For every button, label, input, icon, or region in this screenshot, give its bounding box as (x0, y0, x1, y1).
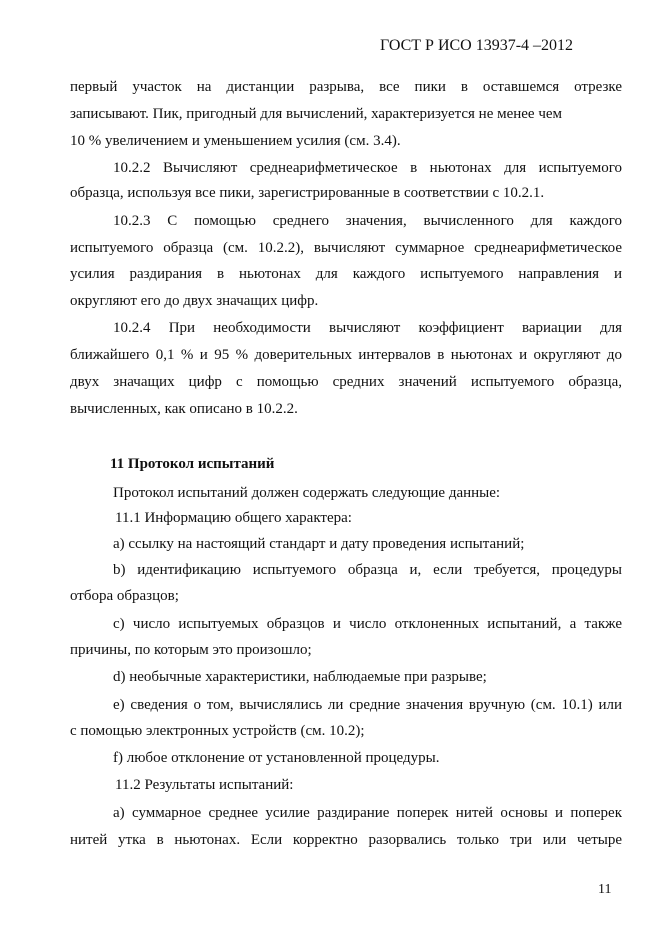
text-line: 10 % увеличением и уменьшением усилия (см. 3.4). (70, 133, 401, 149)
clause-10-2-4: 10.2.4 При необходимости вычисляют коэффициент вариации для (113, 320, 622, 336)
list-item-e: e) сведения о том, вычислялись ли средние значения вручную (см. 10.1) или (113, 697, 622, 713)
text-line: округляют его до двух значащих цифр. (70, 293, 319, 309)
list-item-d: d) необычные характеристики, наблюдаемые при разрыве; (113, 669, 487, 685)
text-line: отбора образцов; (70, 588, 179, 604)
text-line: нитей утка в ньютонах. Если корректно разорвались только три или четыре (70, 832, 622, 848)
list-item-a: а) ссылку на настоящий стандарт и дату проведения испытаний; (113, 536, 525, 552)
list-item-b: b) идентификацию испытуемого образца и, если требуется, процедуры (113, 562, 622, 578)
text-line: испытуемого образца (см. 10.2.2), вычисляют суммарное среднеарифметическое (70, 240, 622, 256)
document-header-id: ГОСТ Р ИСО 13937-4 –2012 (380, 37, 574, 54)
text-line: причины, по которым это произошло; (70, 642, 312, 658)
page-number: 11 (598, 882, 612, 897)
clause-10-2-2: 10.2.2 Вычисляют среднеарифметическое в ньютонах для испытуемого (113, 160, 622, 176)
list-item-f: f) любое отклонение от установленной процедуры. (113, 750, 440, 766)
clause-10-2-3: 10.2.3 С помощью среднего значения, вычисленного для каждого (113, 213, 622, 229)
result-item-a: а) суммарное среднее усилие раздирание поперек нитей основы и поперек (113, 805, 622, 821)
list-item-c: c) число испытуемых образцов и число отклоненных испытаний, а также (113, 616, 622, 632)
subsection-11-2: 11.2 Результаты испытаний: (115, 777, 294, 793)
subsection-11-1: 11.1 Информацию общего характера: (115, 510, 352, 526)
text-line: усилия раздирания в ньютонах для каждого испытуемого направления и (70, 266, 622, 282)
text-line: вычисленных, как описано в 10.2.2. (70, 401, 298, 417)
text-line: двух значащих цифр с помощью средних значений испытуемого образца, (70, 374, 622, 390)
text-line: записывают. Пик, пригодный для вычислений, характеризуется не менее чем (70, 106, 563, 122)
text-line: образца, используя все пики, зарегистрированные в соответствии с 10.2.1. (70, 185, 545, 201)
text-line: с помощью электронных устройств (см. 10.2); (70, 723, 365, 739)
section-heading: 11 Протокол испытаний (110, 456, 275, 472)
text-line: Протокол испытаний должен содержать следующие данные: (113, 485, 501, 501)
text-line: первый участок на дистанции разрыва, все пики в оставшемся отрезке (70, 79, 622, 95)
text-line: ближайшего 0,1 % и 95 % доверительных интервалов в ньютонах и округляют до (70, 347, 622, 363)
